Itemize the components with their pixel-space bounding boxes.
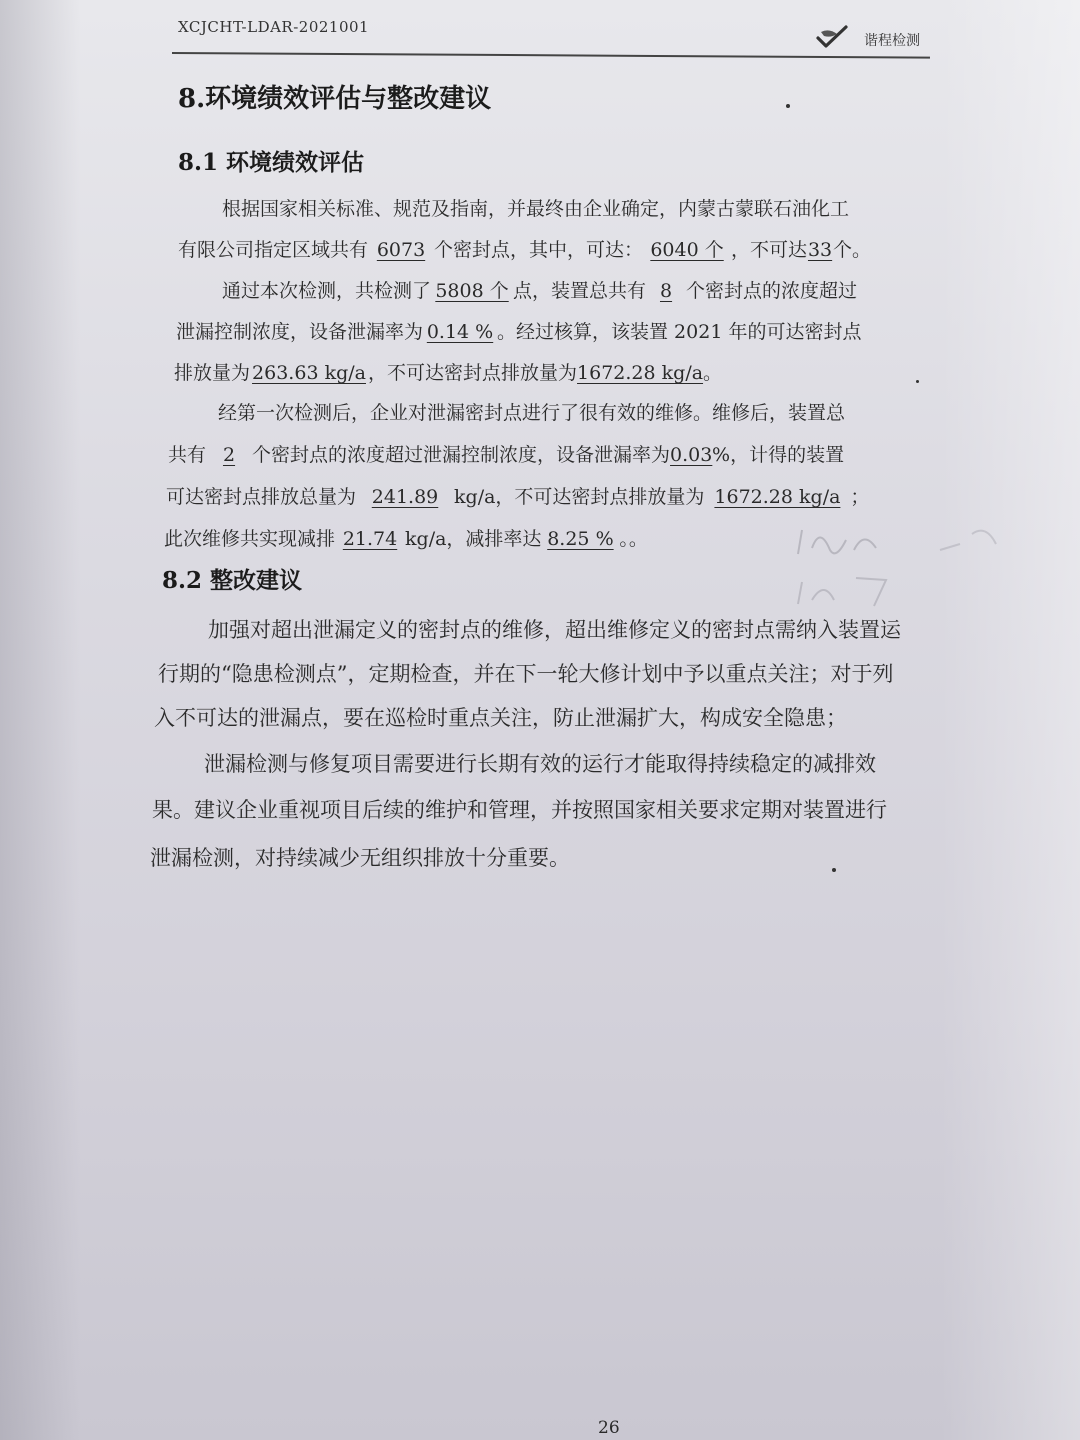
subsection-title-8-2: 8.2 整改建议	[162, 567, 303, 594]
total-seal-points-value: 6073	[376, 239, 426, 261]
p3-line-4	[164, 524, 648, 551]
text-run: ，不可达	[731, 239, 808, 261]
p1-line-2	[178, 235, 871, 262]
text-run: 泄漏控制浓度，设备泄漏率为	[176, 321, 424, 343]
checkmark-logo-icon	[815, 24, 849, 50]
text-run: 个密封点，其中，可达：	[434, 239, 644, 261]
unreachable-emission-value: 1672.28 kg/a	[577, 362, 704, 384]
leak-rate-after-value: 0.03	[670, 444, 713, 466]
text-run: 共有	[168, 444, 207, 466]
page-highlight-right	[940, 0, 1080, 1440]
text-run: kg/a，不可达密封点排放量为	[454, 486, 705, 508]
p2-line-2	[176, 317, 861, 344]
text-run: 可达密封点排放总量为	[166, 486, 357, 508]
p2-line-3	[174, 358, 722, 385]
reduction-rate-value: 8.25 %	[547, 528, 614, 550]
p5-line-2: 果。建议企业重视项目后续的维护和管理，并按照国家相关要求定期对装置进行	[152, 798, 887, 822]
header-divider	[172, 52, 930, 59]
pencil-marks-decoration	[790, 520, 1010, 620]
section-title: 8.环境绩效评估与整改建议	[178, 84, 492, 114]
text-run: 根据国家相关标准、规范及指南，并最终由企业确定，内蒙古蒙联石油化工	[222, 198, 850, 220]
text-run: ；	[850, 486, 870, 508]
unreachable-emission-after-value: 1672.28 kg/a	[714, 486, 841, 508]
text-run: 通过本次检测，共检测了	[222, 280, 432, 302]
text-run: kg/a，减排率达	[405, 528, 542, 550]
p2-line-1	[222, 276, 857, 303]
leak-count-after-value: 2	[222, 444, 236, 466]
text-run: 个密封点的浓度超过泄漏控制浓度，设备泄漏率为	[252, 444, 671, 466]
p3-line-1	[218, 398, 845, 425]
p4-line-3: 入不可达的泄漏点，要在巡检时重点关注，防止泄漏扩大，构成安全隐患；	[154, 706, 847, 730]
reachable-points-value: 6040 个	[650, 239, 724, 261]
text-run: 此次维修共实现减排	[164, 528, 336, 550]
text-run: 个密封点的浓度超过	[686, 280, 858, 302]
text-run: 。。	[619, 528, 648, 550]
text-run: 。	[703, 362, 723, 384]
header-brand: 谐程检测	[864, 33, 920, 49]
text-run: 有限公司指定区域共有	[178, 239, 369, 261]
leak-rate-value: 0.14 %	[426, 321, 494, 343]
p1-line-1	[222, 194, 849, 221]
p5-line-1: 泄漏检测与修复项目需要进行长期有效的运行才能取得持续稳定的减排效	[204, 752, 876, 776]
document-code: XCJCHT-LDAR-2021001	[178, 18, 370, 36]
text-run: 排放量为	[174, 362, 251, 384]
p4-line-1: 加强对超出泄漏定义的密封点的维修，超出维修定义的密封点需纳入装置运	[208, 618, 901, 642]
text-run: 个。	[833, 239, 872, 261]
p3-line-3	[166, 482, 869, 509]
speck	[916, 380, 919, 383]
text-run: ，不可达密封点排放量为	[368, 362, 578, 384]
text-run: 经第一次检测后，企业对泄漏密封点进行了很有效的维修。维修后，装置总	[218, 402, 846, 424]
p4-line-2: 行期的“隐患检测点”，定期检查，并在下一轮大修计划中予以重点关注；对于列	[158, 662, 894, 686]
unreachable-points-value: 33	[807, 239, 833, 261]
reachable-emission-value: 263.63 kg/a	[252, 362, 366, 384]
p3-line-2	[168, 440, 844, 467]
p5-line-3: 泄漏检测，对持续减少无组织排放十分重要。	[150, 846, 570, 870]
speck	[786, 104, 790, 108]
leak-count-value: 8	[659, 280, 673, 302]
speck	[832, 868, 836, 872]
text-run: 点，装置总共有	[513, 280, 647, 302]
emission-reduction-value: 21.74	[342, 528, 398, 550]
detected-points-value: 5808 个	[435, 280, 509, 302]
text-run: %，计得的装置	[712, 444, 845, 466]
subsection-title-8-1: 8.1 环境绩效评估	[178, 149, 365, 176]
page-shadow-left	[0, 0, 80, 1440]
text-run: 。经过核算，该装置 2021 年的可达密封点	[497, 321, 862, 343]
page-number: 26	[598, 1418, 620, 1438]
reachable-emission-after-value: 241.89	[371, 486, 439, 508]
